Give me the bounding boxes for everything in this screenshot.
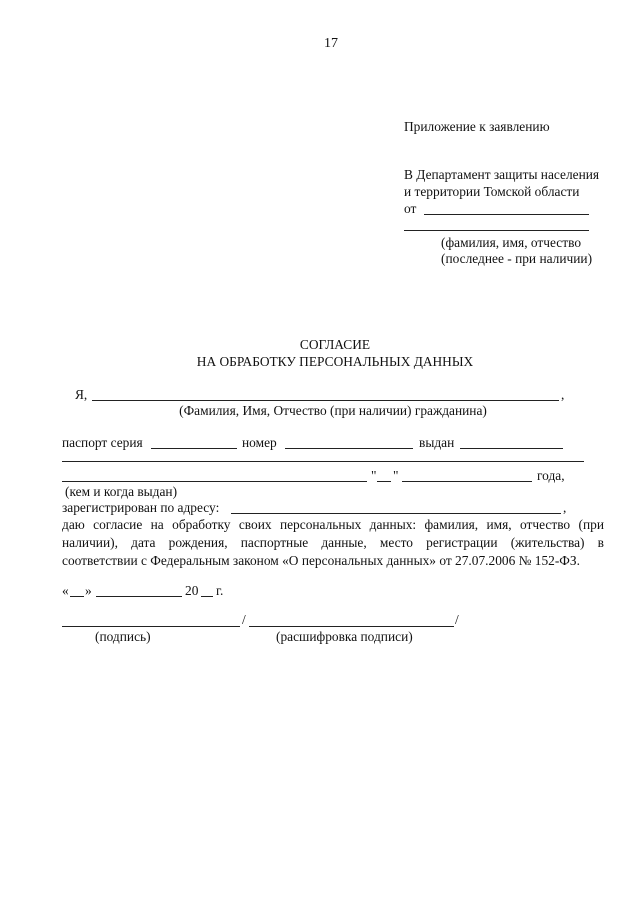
applicant-name-field-2[interactable] xyxy=(404,230,589,231)
applicant-name-field[interactable] xyxy=(424,214,589,215)
year-suffix: г. xyxy=(216,583,224,598)
from-label: от xyxy=(404,201,417,216)
passport-series-label: паспорт серия xyxy=(62,435,143,450)
year-prefix: 20 xyxy=(185,583,199,598)
issue-month-field[interactable] xyxy=(402,481,532,482)
document-title-2: НА ОБРАБОТКУ ПЕРСОНАЛЬНЫХ ДАННЫХ xyxy=(196,354,474,369)
signature-field[interactable] xyxy=(62,626,240,627)
date-open-quote: « xyxy=(62,583,69,598)
signature-hint: (подпись) xyxy=(95,629,151,644)
signature-decode-field[interactable] xyxy=(249,626,454,627)
sign-day-field[interactable] xyxy=(70,596,84,597)
signature-decode-hint: (расшифровка подписи) xyxy=(276,629,413,644)
issue-day-field[interactable] xyxy=(377,481,391,482)
issued-by-field-3[interactable] xyxy=(62,481,367,482)
name-hint-1: (фамилия, имя, отчество xyxy=(441,235,582,250)
date-close-quote: » xyxy=(85,583,92,598)
address-comma: , xyxy=(563,500,567,515)
issued-label: выдан xyxy=(419,435,455,450)
passport-series-field[interactable] xyxy=(151,448,237,449)
appendix-label: Приложение к заявлению xyxy=(404,119,550,134)
fio-comma: , xyxy=(561,387,565,402)
sign-year-field[interactable] xyxy=(201,596,213,597)
issued-hint: (кем и когда выдан) xyxy=(65,484,178,499)
fio-hint: (Фамилия, Имя, Отчество (при наличии) гражданина) xyxy=(179,403,487,418)
date-quote-close: " xyxy=(393,468,399,483)
passport-number-label: номер xyxy=(242,435,277,450)
name-hint-2: (последнее - при наличии) xyxy=(441,251,593,266)
recipient-line-2: и территории Томской области xyxy=(404,184,580,199)
consent-text-1: даю согласие на обработку своих персональных данных: фамилия, имя, отчество (при xyxy=(62,517,604,532)
page-number: 17 xyxy=(324,36,338,51)
i-label: Я, xyxy=(75,387,88,402)
registered-label: зарегистрирован по адресу: xyxy=(62,500,220,515)
issued-by-field-2[interactable] xyxy=(62,461,584,462)
date-quote-open: " xyxy=(371,468,377,483)
issued-by-field[interactable] xyxy=(460,448,563,449)
document-title-1: СОГЛАСИЕ xyxy=(299,337,371,352)
consent-text-3: соответствии с Федеральным законом «О персональных данных» от 27.07.2006 № 152-ФЗ. xyxy=(62,553,580,568)
signature-slash-2: / xyxy=(455,612,459,627)
address-field[interactable] xyxy=(231,513,561,514)
signature-slash-1: / xyxy=(242,612,246,627)
passport-number-field[interactable] xyxy=(285,448,413,449)
consent-text-2: наличии), дата рождения, паспортные данные, место регистрации (жительства) в xyxy=(62,535,604,550)
fio-field[interactable] xyxy=(92,400,559,401)
year-label: года, xyxy=(537,468,565,483)
recipient-line-1: В Департамент защиты населения xyxy=(404,167,600,182)
sign-month-field[interactable] xyxy=(96,596,182,597)
